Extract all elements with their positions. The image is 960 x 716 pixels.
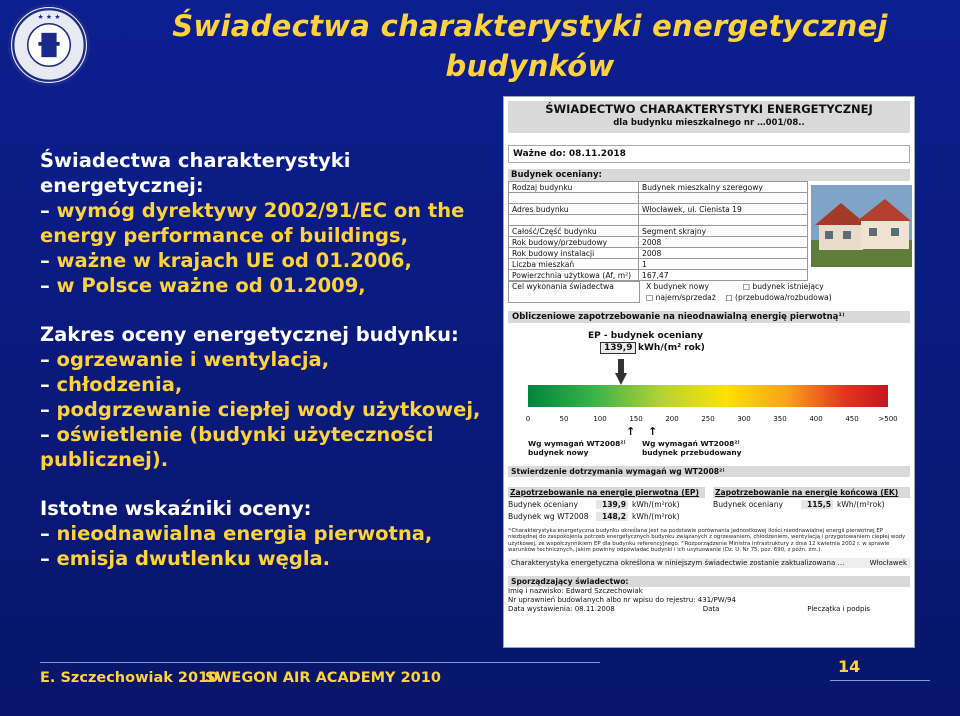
building-field-value: 1 xyxy=(639,259,808,270)
building-field-label xyxy=(509,215,639,226)
building-field-value: Segment skrajny xyxy=(639,226,808,237)
logo-emblem-icon xyxy=(11,7,87,83)
energy-row: Budynek oceniany 139,9 kWh/(m²rok) xyxy=(508,499,680,509)
final-energy-title: Zapotrzebowanie na energię końcową (EK) xyxy=(713,487,910,498)
valid-until: Ważne do: 08.11.2018 xyxy=(508,145,910,163)
scale-tick-label: 400 xyxy=(809,415,823,423)
building-table-row xyxy=(509,259,808,270)
university-logo xyxy=(8,4,90,86)
building-field-label: Całość/Część budynku xyxy=(509,226,639,237)
scale-tick-label: 200 xyxy=(665,415,679,423)
scale-tick-label: 300 xyxy=(737,415,751,423)
ep-value: 139,9 xyxy=(600,342,636,354)
ep-label: EP - budynek oceniany xyxy=(588,331,703,341)
slide-title xyxy=(100,6,960,86)
signer-date: Data wystawienia: 08.11.2008 xyxy=(508,604,615,613)
section-title-certificates: Świadectwa charakterystyki energetycznej: xyxy=(40,149,351,197)
ep-section xyxy=(508,311,910,466)
energy-scale-bar xyxy=(528,385,888,407)
building-field-label: Adres budynku xyxy=(509,204,639,215)
energy-row: Budynek oceniany 115,5 kWh/(m²rok) xyxy=(713,499,885,509)
slide-title-line-2: budynków xyxy=(445,49,615,83)
scale-ticks xyxy=(525,415,908,425)
building-photo xyxy=(811,185,912,267)
bullet-item: – chłodzenia, xyxy=(40,373,183,396)
page-number-underline xyxy=(830,680,930,681)
building-table xyxy=(508,181,808,281)
certificate-header xyxy=(508,101,910,133)
building-table-row xyxy=(509,215,808,226)
building-section-title: Budynek oceniany: xyxy=(508,169,910,181)
building-table-row xyxy=(509,248,808,259)
certificate-title: ŚWIADECTWO CHARAKTERYSTYKI ENERGETYCZNEJ xyxy=(545,102,873,116)
building-table-row xyxy=(509,226,808,237)
signer-reg: Nr uprawnień budowlanych albo nr wpisu do rejestru: 431/PW/94 xyxy=(508,595,736,604)
building-field-value: 2008 xyxy=(639,237,808,248)
signer-name: Imię i nazwisko: Edward Szczechowiak xyxy=(508,586,643,595)
primary-energy-col xyxy=(508,487,705,522)
scale-tick-label: 350 xyxy=(773,415,787,423)
req-rebuilt-arrow-icon: ↑ xyxy=(648,425,658,438)
scale-tick-label: 250 xyxy=(701,415,715,423)
signer-stamp-label: Pieczątka i podpis xyxy=(807,604,870,613)
footnotes: ¹⁾Charakterystyka energetyczna budynku określana jest na podstawie porównania jednostkowej ilości nieodnawialnej energii pierwotnej EP niezbędnej do zaspokojenia potrzeb energetycznych budynku związanych z ogrzewaniem, chłodzeniem, wentylacją i przygotowaniem ciepłej wody użytkowej, ze współczynnikiem EP dla budynku referencyjnego. ²⁾Rozporządzenie Ministra Infrastruktury z dnia 12 kwietnia 2002 r. w sprawie warunków technicznych, jakim powinny odpowiadać budynki i ich usytuowanie (Dz. U. Nr 75, poz. 690, z późn. zm.). xyxy=(508,528,906,554)
footer-author: E. Szczechowiak 2010 xyxy=(40,670,219,686)
building-field-value: Włocławek, ul. Cienista 19 xyxy=(639,204,808,215)
update-row xyxy=(508,558,910,568)
signer-title: Sporządzający świadectwo: xyxy=(508,576,910,587)
section-title-indicators: Istotne wskaźniki oceny: xyxy=(40,497,312,520)
ep-unit: kWh/(m² rok) xyxy=(638,343,705,353)
req-new-arrow-icon: ↑ xyxy=(626,425,636,438)
svg-text:★ ★ ★: ★ ★ ★ xyxy=(37,13,61,22)
signer-date-label: Data xyxy=(702,604,720,613)
update-text: Charakterystyka energetyczna określona w niniejszym świadectwie zostanie zaktualizowana … xyxy=(511,558,845,567)
building-field-label: Liczba mieszkań xyxy=(509,259,639,270)
building-field-label: Rodzaj budynku xyxy=(509,182,639,193)
certificate-subtitle: dla budynku mieszkalnego nr …001/08.. xyxy=(613,118,805,128)
place-name: Włocławek xyxy=(869,558,907,567)
bullet-content xyxy=(40,148,500,571)
building-table-row xyxy=(509,237,808,248)
building-field-value xyxy=(639,215,808,226)
building-field-value: 167,47 xyxy=(639,270,808,281)
bullet-item: – oświetlenie (budynki użyteczności publicznej). xyxy=(40,423,434,471)
building-field-label xyxy=(509,193,639,204)
building-table-row xyxy=(509,204,808,215)
scale-tick-label: 450 xyxy=(845,415,859,423)
building-table-row xyxy=(509,193,808,204)
footer-divider xyxy=(40,662,600,663)
building-field-value: 2008 xyxy=(639,248,808,259)
building-field-value xyxy=(639,193,808,204)
footer-academy: SWEGON AIR ACADEMY 2010 xyxy=(205,670,441,686)
bullet-item: – w Polsce ważne od 01.2009, xyxy=(40,274,366,297)
building-field-label: Rok budowy instalacji xyxy=(509,248,639,259)
scale-tick-label: 100 xyxy=(593,415,607,423)
ep-section-title: Obliczeniowe zapotrzebowanie na nieodnawialną energię pierwotną¹⁾ xyxy=(508,311,910,323)
building-section xyxy=(508,169,910,303)
bullet-item: – wymóg dyrektywy 2002/91/EC on the energy performance of buildings, xyxy=(40,199,465,247)
purpose-row: Cel wykonania świadectwa X budynek nowy □ budynek istniejący □ najem/sprzedaż □ (przebudowa/rozbudowa) xyxy=(508,281,908,303)
building-field-label: Rok budowy/przebudowy xyxy=(509,237,639,248)
building-field-label: Powierzchnia użytkowa (Af, m²) xyxy=(509,270,639,281)
final-energy-col xyxy=(713,487,910,522)
req-new: Wg wymagań WT2008²⁾ budynek nowy xyxy=(528,439,626,457)
signer-footer xyxy=(508,605,910,614)
bullet-item: – emisja dwutlenku węgla. xyxy=(40,547,331,570)
bullet-item: – podgrzewanie ciepłej wody użytkowej, xyxy=(40,398,481,421)
page-number: 14 xyxy=(838,657,861,676)
energy-demand xyxy=(508,487,910,522)
bullet-item: – nieodnawialna energia pierwotna, xyxy=(40,522,433,545)
ep-arrow-icon xyxy=(615,359,627,385)
req-rebuilt: Wg wymagań WT2008²⁾ budynek przebudowany xyxy=(642,439,742,457)
building-field-value: Budynek mieszkalny szeregowy xyxy=(639,182,808,193)
scale-tick-label: 50 xyxy=(559,415,569,423)
slide-title-line-1: Świadectwa charakterystyki energetycznej xyxy=(172,9,888,43)
bullet-item: – ogrzewanie i wentylacja, xyxy=(40,348,330,371)
bullet-item: – ważne w krajach UE od 01.2006, xyxy=(40,249,412,272)
section-title-scope: Zakres oceny energetycznej budynku: xyxy=(40,323,459,346)
scale-tick-label: 150 xyxy=(629,415,643,423)
building-table-row xyxy=(509,182,808,193)
signer-section xyxy=(508,576,910,614)
compliance-title: Stwierdzenie dotrzymania wymagań wg WT2008²⁾ xyxy=(508,466,910,477)
scale-tick-label: 0 xyxy=(525,415,531,423)
energy-row: Budynek wg WT2008 148,2 kWh/(m²rok) xyxy=(508,511,680,521)
energy-certificate-image xyxy=(503,96,915,648)
building-table-row xyxy=(509,270,808,281)
primary-energy-title: Zapotrzebowanie na energię pierwotną (EP) xyxy=(508,487,705,498)
scale-tick-label: >500 xyxy=(878,415,898,423)
